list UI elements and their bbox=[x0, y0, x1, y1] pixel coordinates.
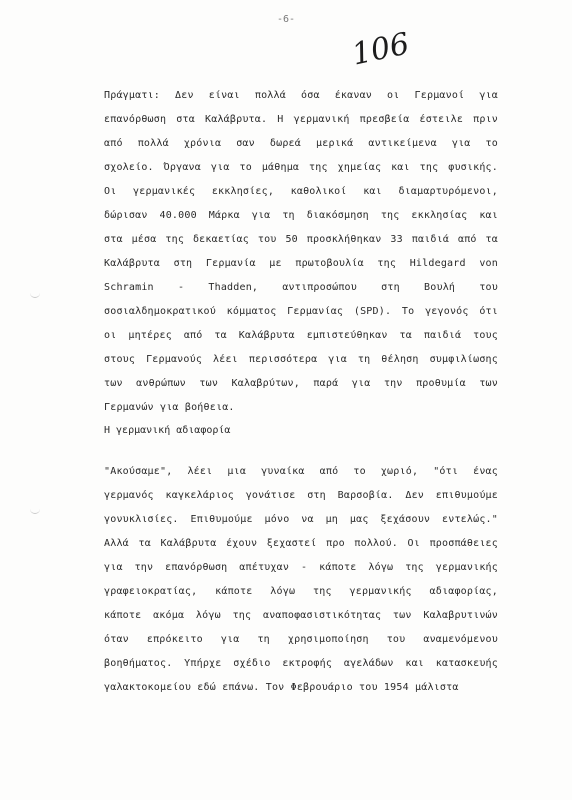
page-number: -6- bbox=[276, 14, 296, 25]
text-line: γονυκλισίες. Επιθυμούμε μόνο να μη μας ξεχάσουν εντελώς." bbox=[104, 514, 498, 525]
text-line: των ανθρώπων των Καλαβρύτων, παρά για την προθυμία των bbox=[104, 378, 498, 389]
punch-hole-mark bbox=[30, 508, 40, 514]
text-line: Αλλά τα Καλάβρυτα έχουν ξεχαστεί προ πολλού. Οι προσπάθειες bbox=[104, 538, 498, 549]
text-line: γαλακτοκομείου εδώ επάνω. Τον Φεβρουάριο του 1954 μάλιστα bbox=[104, 682, 459, 693]
text-line: γραφειοκρατίας, κάποτε λόγω της γερμανικής αδιαφορίας, bbox=[104, 586, 498, 597]
text-line: κάποτε ακόμα λόγω της αναποφασιστικότητας των Καλαβρυτινών bbox=[104, 610, 498, 621]
text-line: από πολλά χρόνια σαν δωρεά μερικά αντικείμενα για το bbox=[104, 138, 498, 149]
text-line: για την επανόρθωση απέτυχαν - κάποτε λόγω της γερμανικής bbox=[104, 562, 498, 573]
text-line: γερμανός καγκελάριος γονάτισε στη Βαρσοβία. Δεν επιθυμούμε bbox=[104, 490, 498, 501]
text-line: στα μέσα της δεκαετίας του 50 προσκλήθηκαν 33 παιδιά από τα bbox=[104, 234, 498, 245]
paragraph-1 bbox=[104, 84, 498, 420]
text-line: Οι γερμανικές εκκλησίες, καθολικοί και διαμαρτυρόμενοι, bbox=[104, 186, 498, 197]
text-line: όταν επρόκειτο για τη χρησιμοποίηση του αναμενόμενου bbox=[104, 634, 498, 645]
text-line: "Ακούσαμε", λέει μια γυναίκα από το χωριό, "ότι ένας bbox=[104, 466, 498, 477]
text-line: στους Γερμανούς λέει περισσότερα για τη θέληση συμφιλίωσης bbox=[104, 354, 498, 365]
text-line: Καλάβρυτα στη Γερμανία με πρωτοβουλία της Hildegard von bbox=[104, 258, 498, 269]
text-line: σχολείο. Όργανα για το μάθημα της χημείας και της φυσικής. bbox=[104, 162, 498, 173]
text-line: βοηθήματος. Υπήρχε σχέδιο εκτροφής αγελάδων και κατασκευής bbox=[104, 658, 498, 669]
text-line: δώρισαν 40.000 Μάρκα για τη διακόσμηση της εκκλησίας και bbox=[104, 210, 498, 221]
text-line: Schramin - Thadden, αντιπροσώπου στη Βουλή του bbox=[104, 282, 498, 293]
punch-hole-mark bbox=[30, 292, 40, 298]
text-line: σοσιαλδημοκρατικού κόμματος Γερμανίας (SPD). Το γεγονός ότι bbox=[104, 306, 498, 317]
paragraph-2 bbox=[104, 460, 498, 700]
handwritten-page-number: 106 bbox=[348, 26, 413, 73]
text-line: Γερμανών για βοήθεια. bbox=[104, 402, 235, 413]
text-line: Πράγματι: Δεν είναι πολλά όσα έκαναν οι Γερμανοί για bbox=[104, 90, 498, 101]
text-line: οι μητέρες από τα Καλάβρυτα εμπιστεύθηκαν τα παιδιά τους bbox=[104, 330, 498, 341]
section-heading: Η γερμανική αδιαφορία bbox=[104, 425, 231, 436]
text-line: επανόρθωση στα Καλάβρυτα. Η γερμανική πρεσβεία έστειλε πριν bbox=[104, 114, 498, 125]
